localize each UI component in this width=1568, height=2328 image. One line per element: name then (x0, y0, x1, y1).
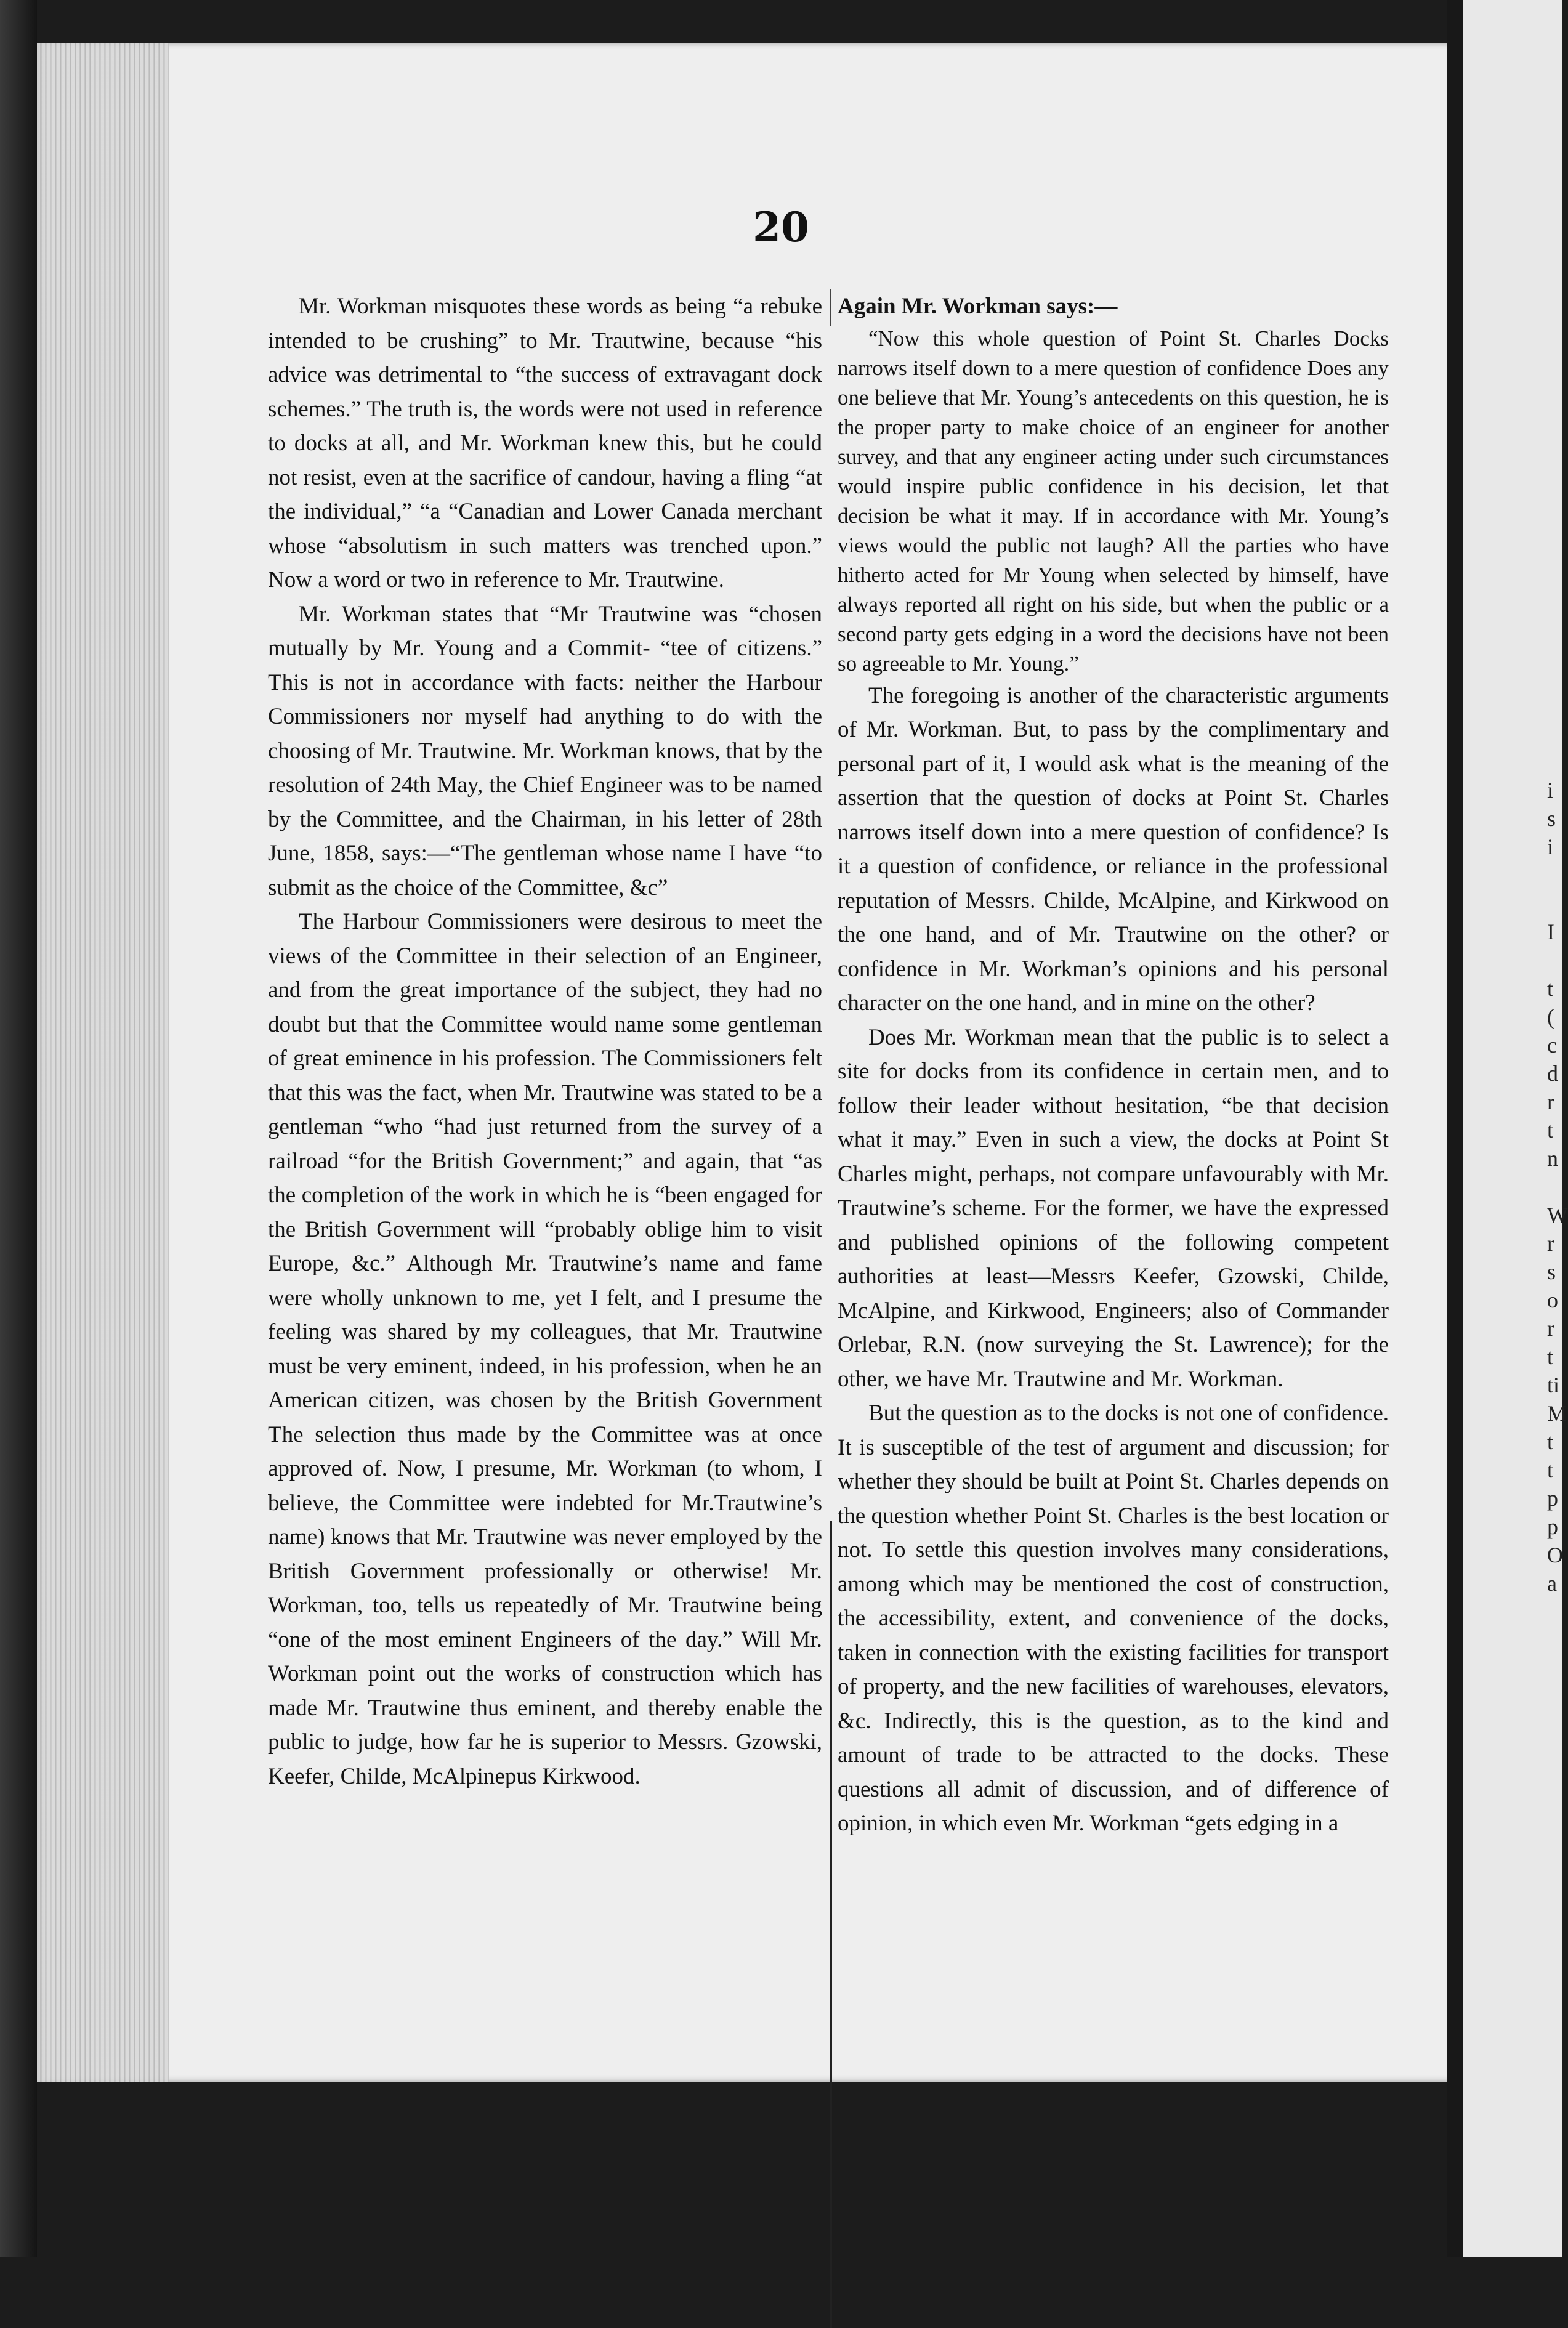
adjacent-page-letter: c (1547, 1033, 1557, 1057)
left-paragraph-1: Mr. Workman misquotes these words as being “a rebuke intended to be crushing” to Mr. Trautwine, because “his advice was detrimental to “the success of extravagant dock schemes.” The truth is, the words were not used in reference to docks at all, and Mr. Workman knew this, but he could not resist, even at the sacrifice of candour, having a fling “at the individual,” “a “Canadian and Lower Canada merchant whose “absolutism in such matters was trenched upon.” Now a word or two in reference to Mr. Trautwine. (268, 294, 822, 592)
adjacent-page-letter: d (1547, 1061, 1558, 1086)
page-stack-edges (37, 43, 169, 2082)
adjacent-page-letter: p (1547, 1486, 1558, 1511)
column-divider-top (830, 289, 831, 326)
adjacent-page-letter: ti (1547, 1373, 1560, 1397)
right-column (838, 289, 1389, 1841)
adjacent-page-letter: n (1547, 1146, 1558, 1171)
left-paragraph-2: Mr. Workman states that “Mr Trautwine was “chosen mutually by Mr. Young and a Commit- “tee of citizens.” This is not in accordance with facts: neither the Harbour Commissioners nor myself had anything to do with the choosing of Mr. Trautwine. Mr. Workman knows, that by the resolution of 24th May, the Chief Engineer was to be named by the Committee, and the Chairman, in his letter of 28th June, 1858, says:—“The gentleman whose name I have “to submit as the choice of the Committee, &c” (268, 601, 822, 900)
adjacent-page-letter: i (1547, 778, 1554, 802)
adjacent-page-letter (1547, 946, 1562, 974)
adjacent-page-letter (1547, 861, 1562, 889)
adjacent-page-letter: r (1547, 1316, 1554, 1341)
right-paragraph-1: Again Mr. Workman says:— (838, 294, 1118, 319)
adjacent-page-letter: i (1547, 835, 1554, 859)
adjacent-page-letter: W (1547, 1203, 1568, 1227)
right-paragraph-3: Does Mr. Workman mean that the public is to select a site for docks from its confidence in certain men, and to follow their leader without hesitation, “be that decision what it may.” Even in such a view, the docks at Point St Charles might, perhaps, not compare unfavourably with Mr. Trautwine’s scheme. For the former, we have the expressed and published opinions of the following competent authorities at least—Messrs Keefer, Gzowski, Childe, McAlpine, and Kirkwood, Engineers; also of Commander Orlebar, R.N. (now surveying the St. Lawrence); for the other, we have Mr. Trautwine and Mr. Workman. (838, 1024, 1389, 1392)
adjacent-page-letter: s (1547, 806, 1556, 831)
adjacent-page-letter: o (1547, 1288, 1558, 1312)
adjacent-page-letter: t (1547, 1429, 1554, 1454)
adjacent-page-letter: a (1547, 1571, 1557, 1596)
adjacent-page-letter: p (1547, 1514, 1558, 1539)
right-quote: “Now this whole question of Point St. Charles Docks narrows itself down to a mere question of confidence Does any one believe that Mr. Young’s antecedents on this question, he is the proper party to make choice of an engineer for another survey, and that any engineer acting under such circumstances would inspire public confidence in his decision, let that decision be what it may. If in accordance with Mr. Young’s views would the public not laugh? All the parties who have hitherto acted for Mr Young when selected by himself, have always reported all right on his side, but when the public or a second party gets edging in a word the decisions have not been so agreeable to Mr. Young.” (838, 326, 1389, 676)
adjacent-page-letter: r (1547, 1231, 1554, 1256)
adjacent-page-letter: t (1547, 976, 1554, 1001)
adjacent-page-letter: I (1547, 919, 1554, 944)
right-paragraph-4: But the question as to the docks is not one of confidence. It is susceptible of the test of argument and discussion; for whether they should be built at Point St. Charles depends on the question whether Point St. Charles is the best location or not. To settle this question involves many considerations, among which may be mentioned the cost of construction, the accessibility, extent, and convenience of the docks, taken in connection with the existing facilities for transport of property, and the new facilities of warehouses, elevators, &c. Indirectly, this is the question, as to the kind and amount of trade to be attracted to the docks. These questions all admit of discussion, and of difference of opinion, in which even Mr. Workman “gets edging in a (838, 1400, 1389, 1836)
adjacent-page-letter: t (1547, 1344, 1554, 1369)
adjacent-page-letter: M (1547, 1401, 1567, 1426)
column-divider (830, 1521, 832, 2328)
adjacent-page-letter: t (1547, 1118, 1554, 1142)
adjacent-page-letter (1547, 889, 1562, 918)
adjacent-page-letter: s (1547, 1259, 1556, 1284)
adjacent-page-letter: t (1547, 1458, 1554, 1482)
adjacent-page-letters (1547, 776, 1568, 1598)
adjacent-page-letter: r (1547, 1089, 1554, 1114)
page-number: 20 (753, 203, 809, 251)
adjacent-page-letter: ( (1547, 1004, 1554, 1029)
book-gutter (1447, 0, 1463, 2257)
adjacent-page-letter (1547, 1173, 1562, 1201)
adjacent-page-letter: O (1547, 1543, 1563, 1567)
left-paragraph-3: The Harbour Commissioners were desirous to meet the views of the Committee in their selection of an Engineer, and from the great importance of the subject, they had no doubt but that the Committee would name some gentleman of great eminence in his profession. The Commissioners felt that this was the fact, when Mr. Trautwine was stated to be a gentleman “who “had just returned from the survey of a railroad “for the British Government;” and again, that “as the completion of the work in which he is “been engaged for the British Government will “probably oblige him to visit Europe, &c.” Although Mr. Trautwine’s name and fame were wholly unknown to me, yet I felt, and I presume the feeling was shared by my colleagues, that Mr. Trautwine must be very eminent, indeed, in his profession, when he an American citizen, was chosen by the British Government The selection thus made by the Committee was at once approved of. Now, I presume, Mr. Workman (to whom, I believe, the Committee were indebted for Mr.Trautwine’s name) knows that Mr. Trautwine was never employed by the British Government professionally or otherwise! Mr. Workman, too, tells us repeatedly of Mr. Trautwine being “one of the most eminent Engineers of the day.” Will Mr. Workman point out the works of construction which has made Mr. Trautwine thus eminent, and thereby enable the public to judge, how far he is superior to Messrs. Gzowski, Keefer, Childe, McAlpinepus Kirkwood. (268, 909, 822, 1789)
left-column (268, 289, 822, 1793)
book-edge-shadow (0, 0, 37, 2257)
right-paragraph-2: The foregoing is another of the characteristic arguments of Mr. Workman. But, to pass by the complimentary and personal part of it, I would ask what is the meaning of the assertion that the question of docks at Point St. Charles narrows itself down into a mere question of confidence? Is it a question of confidence, or reliance in the professional reputation of Messrs. Childe, McAlpine, and Kirkwood on the one hand, and of Mr. Trautwine on the other? or confidence in Mr. Workman’s opinions and his personal character on the one hand, and in mine on the other? (838, 682, 1389, 1016)
